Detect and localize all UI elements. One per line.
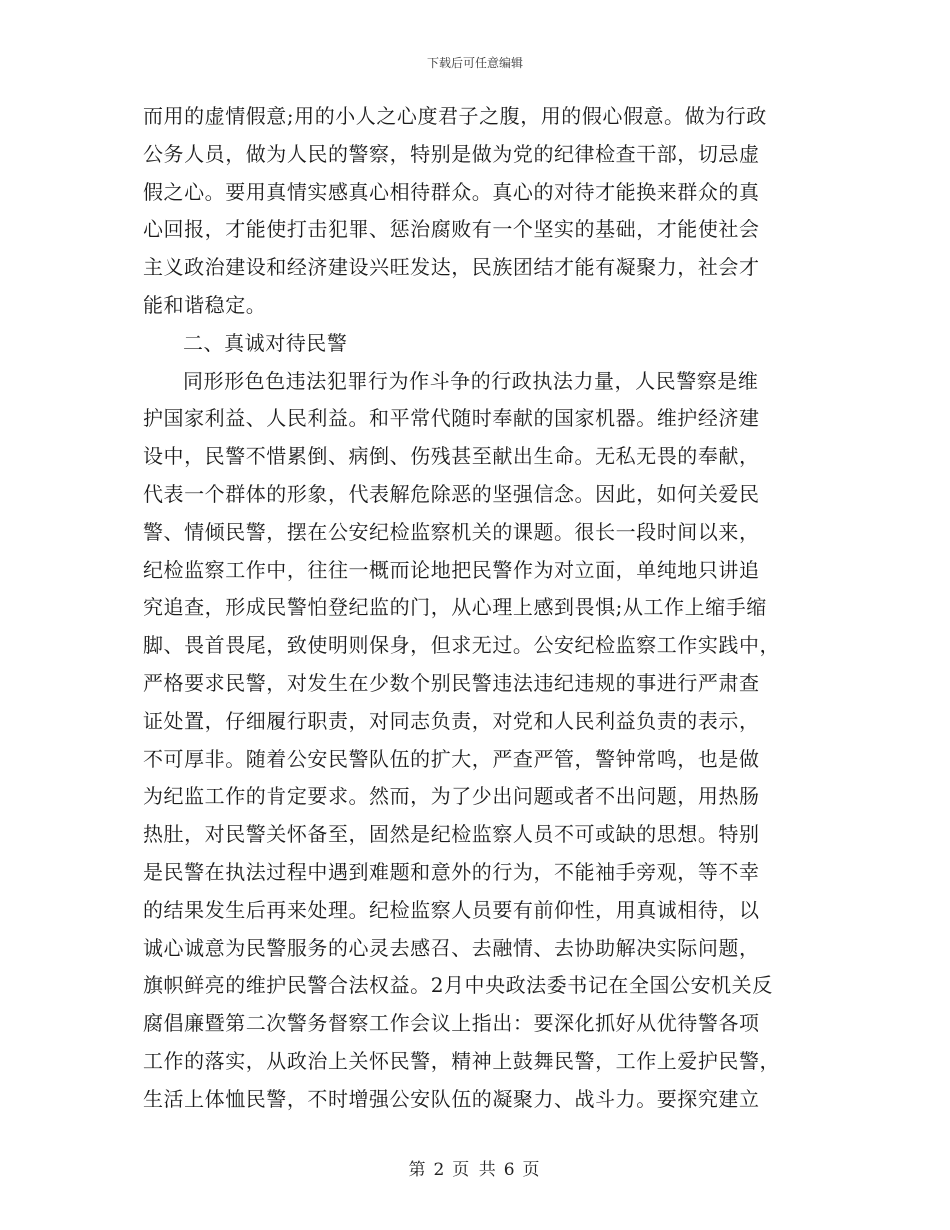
- text-line: 心回报，才能使打击犯罪、惩治腐败有一个坚实的基础，才能使社会: [143, 217, 760, 242]
- text-line: 代表一个群体的形象，代表解危除恶的坚强信念。因此，如何关爱民: [143, 481, 760, 506]
- section-heading: 二、真诚对待民警: [183, 330, 348, 355]
- text-line: 腐倡廉暨第二次警务督察工作会议上指出：要深化抓好从优待警各项: [143, 1011, 760, 1036]
- page-header: 下载后可任意编辑: [426, 56, 523, 70]
- footer-suffix: 页: [522, 1160, 542, 1180]
- text-line: 能和谐稳定。: [143, 292, 267, 317]
- text-line: 而用的虚情假意;用的小人之心度君子之腹，用的假心假意。做为行政: [143, 104, 767, 128]
- text-line: 的结果发生后再来处理。纪检监察人员要有前仰性，用真诚相待，以: [143, 897, 760, 922]
- document-body: [143, 98, 808, 1119]
- text-line: 证处置，仔细履行职责，对同志负责，对党和人民利益负责的表示，: [143, 708, 760, 733]
- text-line: 警、情倾民警，摆在公安纪检监察机关的课题。很长一段时间以来，: [143, 519, 760, 544]
- text-line: 为纪监工作的肯定要求。然而，为了少出问题或者不出问题，用热肠: [143, 784, 760, 809]
- text-line: 严格要求民警，对发生在少数个别民警违法违纪违规的事进行严肃查: [143, 670, 760, 695]
- text-line: 设中，民警不惜累倒、病倒、伤残甚至献出生命。无私无畏的奉献，: [143, 444, 760, 469]
- text-line: 究追查，形成民警怕登纪监的门，从心理上感到畏惧;从工作上缩手缩: [143, 595, 767, 620]
- text-line: 旗帜鲜亮的维护民警合法权益。2月中央政法委书记在全国公安机关反: [143, 973, 773, 998]
- text-line: 热肚，对民警关怀备至，固然是纪检监察人员不可或缺的思想。特别: [143, 822, 760, 847]
- text-line: 生活上体恤民警，不时增强公安队伍的凝聚力、战斗力。要探究建立: [143, 1086, 760, 1111]
- text-line: 纪检监察工作中，往往一概而论地把民警作为对立面，单纯地只讲追: [143, 557, 760, 582]
- page-total: 6: [503, 1160, 517, 1180]
- text-line: 护国家利益、人民利益。和平常代随时奉献的国家机器。维护经济建: [143, 406, 760, 431]
- footer-prefix: 第: [408, 1160, 428, 1180]
- text-line: 不可厚非。随着公安民警队伍的扩大，严查严管，警钟常鸣，也是做: [143, 746, 760, 771]
- text-line: 工作的落实，从政治上关怀民警，精神上鼓舞民警，工作上爱护民警，: [143, 1048, 781, 1073]
- text-line: 是民警在执法过程中遇到难题和意外的行为，不能袖手旁观，等不幸: [143, 859, 760, 884]
- text-line: 主义政治建设和经济建设兴旺发达，民族团结才能有凝聚力，社会才: [143, 255, 760, 280]
- text-line: 假之心。要用真情实感真心相待群众。真心的对待才能换来群众的真: [143, 179, 760, 204]
- text-line: 公务人员，做为人民的警察，特别是做为党的纪律检查干部，切忌虚: [143, 141, 760, 166]
- page-footer: [0, 1155, 950, 1180]
- text-line: 诚心诚意为民警服务的心灵去感召、去融情、去协助解决实际问题，: [143, 935, 760, 960]
- text-line: 脚、畏首畏尾，致使明则保身，但求无过。公安纪检监察工作实践中，: [143, 633, 781, 658]
- footer-middle: 页 共: [452, 1160, 498, 1180]
- text-line: 同形形色色违法犯罪行为作斗争的行政执法力量，人民警察是维: [183, 368, 759, 393]
- page-number: 2: [433, 1160, 447, 1180]
